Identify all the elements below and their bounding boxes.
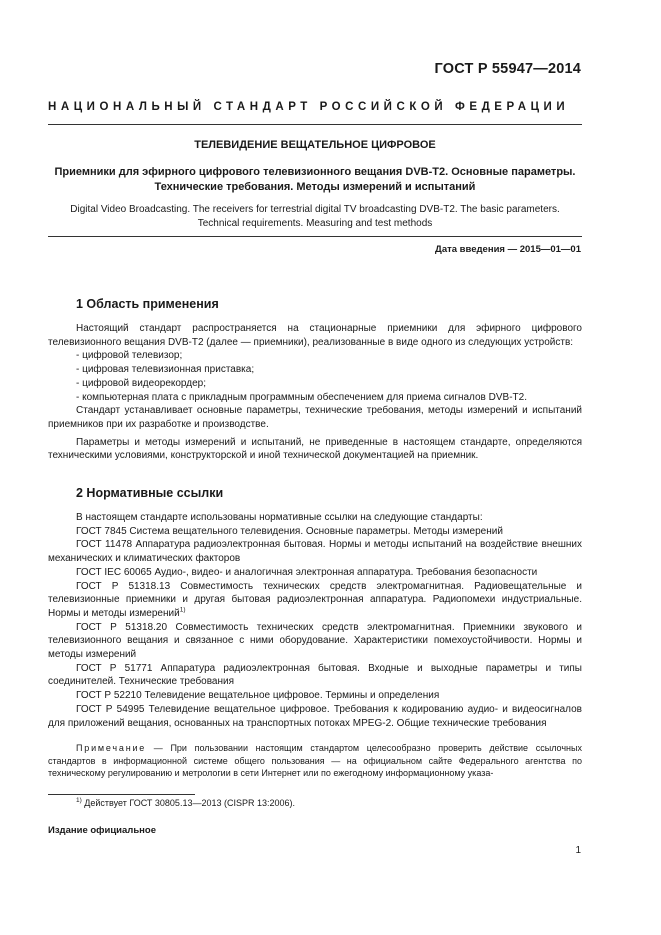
subtitle-line-2: Технические требования. Методы измерений и испытаний (154, 181, 476, 193)
scope-paragraph: Настоящий стандарт распространяется на стационарные приемники для эфирного цифрового телевизионного вещания DVB-T2 (далее — приемники), реализованные в виде одного из следующих устройств: (48, 323, 582, 348)
national-standard-header: НАЦИОНАЛЬНЫЙ СТАНДАРТ РОССИЙСКОЙ ФЕДЕРАЦИИ (48, 101, 570, 113)
device-list-item: - цифровая телевизионная приставка; (76, 364, 255, 376)
footnote (76, 798, 295, 808)
footnote-mark: 1) (76, 797, 82, 804)
device-list-item: - цифровой видеорекордер; (76, 377, 206, 389)
subtitle-line-1: Приемники для эфирного цифрового телевизионного вещания DVB-T2. Основные параметры. (54, 166, 576, 178)
reference-entry: ГОСТ IEC 60065 Аудио-, видео- и аналогичная электронная аппаратура. Требования безопасности (76, 566, 538, 578)
english-title-line-1: Digital Video Broadcasting. The receivers for terrestrial digital TV broadcasting DVB-T2. The basic parameters. (70, 204, 560, 215)
official-edition-label: Издание официальное (48, 825, 156, 836)
reference-entry: ГОСТ Р 51318.20 Совместимость технических средств электромагнитная. Приемники звукового и телевизионного вещания и связанное с ними оборудование. Характеристики помехоустойчивости. Нормы и методы измерений (48, 621, 582, 661)
footnote-divider (48, 794, 195, 795)
english-title (48, 203, 582, 231)
section-1-heading: 1 Область применения (76, 297, 219, 311)
standard-code: ГОСТ Р 55947—2014 (434, 61, 581, 77)
reference-entry: ГОСТ Р 51771 Аппаратура радиоэлектронная бытовая. Входные и выходные параметры и типы соединителей. Технические требования (48, 662, 582, 688)
footnote-text: Действует ГОСТ 30805.13—2013 (CISPR 13:2006). (81, 798, 296, 808)
scope-paragraph: Стандарт устанавливает основные параметры, технические требования, методы измерений и испытаний приемников при их разработке и производстве. (48, 405, 582, 430)
section-1-body (48, 322, 582, 463)
title-divider-bottom (48, 236, 582, 237)
reference-entry: ГОСТ Р 52210 Телевидение вещательное цифровое. Термины и определения (76, 690, 440, 702)
footnote-mark: 1) (179, 606, 186, 614)
english-title-line-2: Technical requirements. Measuring and test methods (197, 218, 433, 229)
reference-entry (48, 580, 582, 621)
reference-entry: ГОСТ 7845 Система вещательного телевидения. Основные параметры. Методы измерений (76, 525, 503, 537)
device-list-item: - компьютерная плата с прикладным программным обеспечением для приема сигналов DVB-T2. (76, 391, 527, 403)
references-intro: В настоящем стандарте использованы нормативные ссылки на следующие стандарты: (76, 512, 483, 523)
reference-entry: ГОСТ Р 54995 Телевидение вещательное цифровое. Требования к кодированию аудио- и видеосигналов для приложений вещания, основанных на транспортных потоках MPEG-2. Общие технические требования (48, 703, 582, 729)
section-2-heading: 2 Нормативные ссылки (76, 486, 224, 500)
note-label: Примечание (76, 743, 147, 753)
reference-text: ГОСТ Р 51318.13 Совместимость технических средств электромагнитная. Радиовещательные и телевизионные приемники и другая бытовая радиоэлектронная аппаратура. Радиопомехи индустриальные. Нормы и методы измерений (48, 580, 582, 619)
section-2-body (48, 511, 582, 730)
device-list-item: - цифровой телевизор; (76, 350, 183, 362)
scope-paragraph: Параметры и методы измерений и испытаний, не приведенные в настоящем стандарте, определяются техническими условиями, конструкторской и иной технической документацией на приемник. (48, 436, 582, 462)
document-title: ТЕЛЕВИДЕНИЕ ВЕЩАТЕЛЬНОЕ ЦИФРОВОЕ (194, 139, 436, 151)
title-divider-top (48, 124, 582, 125)
document-subtitle (48, 165, 582, 195)
reference-entry: ГОСТ 11478 Аппаратура радиоэлектронная бытовая. Нормы и методы испытаний на воздействие внешних механических и климатических факторов (48, 539, 582, 565)
page-number: 1 (575, 845, 581, 856)
note-text: — При пользовании настоящим стандартом целесообразно проверить действие ссылочных стандартов в информационной системе общего пользования — на официальном сайте Федерального агентства по техническому регулированию и метрологии в сети Интернет или по ежегодному информационному указа- (48, 743, 582, 778)
introduction-date: Дата введения — 2015—01—01 (435, 244, 581, 255)
note-block (48, 742, 582, 780)
